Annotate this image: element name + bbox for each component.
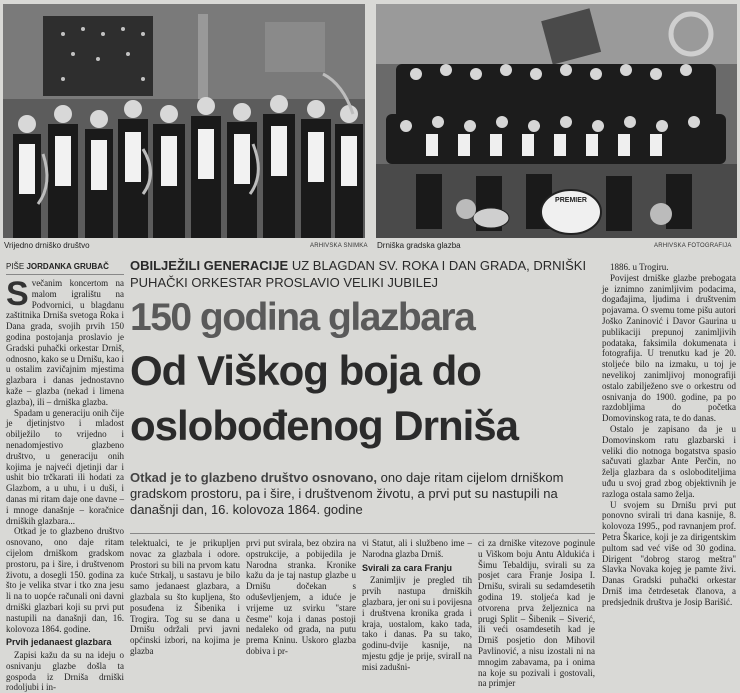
byline-author: JORDANKA GRUBAČ xyxy=(26,262,109,271)
column-6-paragraph-4: U svojem su Drnišu prvi put ponovno svirali tri dana kasnije, 8. kolovoza 1995., pod ravnanjem prof. Petra Škarice, koji je za dirigentskim pultom sad već više od 30 godina. Dirigent "dobrog starog meštra" Slavka Novaka kojeg je pamte živi. Danas Gradski puhački orkestar Drniš ima četrdesetak članova, a predsjednik društva je Josip Barišić. xyxy=(602,499,736,607)
byline-prefix: PIŠE xyxy=(6,262,25,271)
kicker-rest: UZ BLAGDAN SV. ROKA I DAN GRADA, DRNIŠKI PUHAČKI ORKESTAR PROSLAVIO VELIKI JUBILEJ xyxy=(130,258,587,290)
photo-orchestra-outdoor xyxy=(376,4,737,238)
right-photo-credit: ARHIVSKA FOTOGRAFIJA xyxy=(654,243,732,249)
left-photo-caption: Vrijedno drniško društvo xyxy=(4,241,90,250)
standfirst-bold: Otkad je to glazbeno društvo osnovano, xyxy=(130,470,378,485)
column-1-subheading: Prvih jedanaest glazbara xyxy=(6,637,112,648)
right-photo-caption: Drniška gradska glazba xyxy=(377,241,461,250)
column-5-text: ci za drniške vitezove poginule u Viškom boju Antu Aldukića i Šimu Tebaldiju, svirali su za posjet cara Franje Josipa I. Drnišu, svirali su sedamdesetih godina 19. stoljeća kad je otvorena prva željeznica na prugi Split – Šibenik – Siverić, ili veći osamdesetih kad je Drniš posjetio don Mihovil Pavlinović, a nisu izostali ni na mnogim zabavama, pa i onima na koje su pozivali i gostovali, na primjer xyxy=(478,538,595,689)
dropcap: S xyxy=(6,275,29,313)
article-column-5 xyxy=(478,538,595,689)
column-1-paragraph-1: večanim koncertom na malom igralištu na Podvornici, u blagdanu zaštitnika Drniša svetoga Roka i Dana grada, svojih prvih 150 godina postojanja proslavio je Gradski puhački orkestar Drniš, odnosno, kako se u Drnišu, kao i u ostalim zavičajnim mjestima glazbara i danas jednostavno kaže – glazba (nekad i limena glazba), ili – drniška glazba. xyxy=(6,278,124,407)
headline-line-2: Od Viškog boja do xyxy=(130,347,481,394)
article-column-4 xyxy=(362,538,472,672)
column-6-paragraph-1: 1886. u Trogiru. xyxy=(610,262,669,272)
column-6-paragraph-3: Ostalo je zapisano da je u Domovinskom ratu glazbarski i veliki dio notnoga bogatstva spasio sačuvati glazbar Ante Perčin, no želja glazbara da s osloboditeljima uđu u svoj grad zbog objektivnih je razloga ostala samo želja. xyxy=(602,423,736,499)
column-4-text: vi Statut, ali i službeno ime – Narodna glazba Drniš. xyxy=(362,538,472,559)
article-column-3 xyxy=(246,538,356,656)
drum-brand-text: PREMIER xyxy=(555,197,587,204)
column-1-paragraph-4: Zapisi kažu da su na ideju o osnivanju glazbe došla ta gospoda iz Drniša drniški rodoljubi i in- xyxy=(6,650,124,693)
column-1-paragraph-2: Spadam u generaciju onih čije je djetinjstvo i mladost obilježilo to vrijedno i nenadomjestivo glazbeno društvo, u generaciju onih kojima je najveći djetinji dar i ushit bio trčkarati ili hodati za Glazbom, a u uhu, i u duši, i danas mi ritam daje one davne – i mnoge današnje – koračnice drniških glazbara... xyxy=(6,407,124,526)
article-column-6 xyxy=(602,262,736,646)
column-2-text: telektualci, te je prikupljen novac za glazbala i odore. Prostori su bili na prvom katu kuće Strkalj, u sastavu je bilo samo jedanaest glazbara, a glazbala su što kupljena, što posuđena iz Šibenika i Trogira. Tog su se dana u Drnišu održali prvi javni općinski izbori, na kojima je glazba xyxy=(130,538,240,656)
column-6-paragraph-2: Povijest drniške glazbe prebogata je iznimno zanimljivim podacima, događajima, ljudima i društvenim pojavama. O svemu tome pišu autori Joško Zaninović i Davor Gaurina u publikaciji prepunoj zanimljivih podataka, faksimila dokumenata i fotografija. U trenutku kad je 20. stoljeće bilo na izmaku, u toj je nevelikoj zanimljivoj monografiji ostalo zabilježeno sve o orkestru od osnivanja do 1900. godine, pa po razdoblјima do početka Domovinskog rata, te do danas. xyxy=(602,272,736,424)
article-column-1 xyxy=(6,275,124,693)
kicker xyxy=(130,257,595,291)
article-column-2 xyxy=(130,538,240,656)
column-4-subheading: Svirali za cara Franju xyxy=(362,562,453,573)
standfirst xyxy=(130,470,595,518)
photo-orchestra-indoor xyxy=(3,4,365,238)
headline-line-1: 150 godina glazbara xyxy=(130,296,475,339)
column-3-text: prvi put svirala, bez obzira na opstrukcije, a pobijedila je Narodna stranka. Kronike kažu da je taj nastup glazbe u Drnišu dočekan s oduševljenjem, a iduće je vrijeme uz svirku "stare česme" koja i danas postoji nedaleko od grada, na putu prema Kninu. Uskoro glazba dobiva i pr- xyxy=(246,538,356,656)
kicker-bold: OBILJEŽILI GENERACIJE xyxy=(130,258,289,273)
column-1-paragraph-3: Otkad je to glazbeno društvo osnovano, ono daje ritam cijelom drniškom gradskom prostoru, pa i šire, i društvenom životu, a dosegli 150. godina za što je velika stvar i tko zna jesu li na to uopće računali oni davni drniški glazbari koji su prvi put nastupili na današnji dan, 16. kolovoza 1864. godine. xyxy=(6,526,124,634)
left-photo-credit: ARHIVSKA SNIMKA xyxy=(310,243,368,249)
headline-line-3: oslobođenog Drniša xyxy=(130,402,519,449)
column-4-text-2: Zanimljiv je pregled tih prvih nastupa drniških glazbara, jer oni su i povijesna i društvena kronika grada i kraja, uostalom, kako tada, tako i danas. Pa su tako, godinu-dvije kasnije, na mjestu gdje je prije, sviralI na misi zadušni- xyxy=(362,575,472,672)
standfirst-rule xyxy=(130,533,595,534)
standfirst-rest: ono daje ritam cijelom drniškom gradskom prostoru, pa i šire, i društvenom životu, a prvi put su nastupili na današnji dan, 16. kolovoza 1864. godine xyxy=(130,470,564,517)
byline xyxy=(6,262,109,271)
